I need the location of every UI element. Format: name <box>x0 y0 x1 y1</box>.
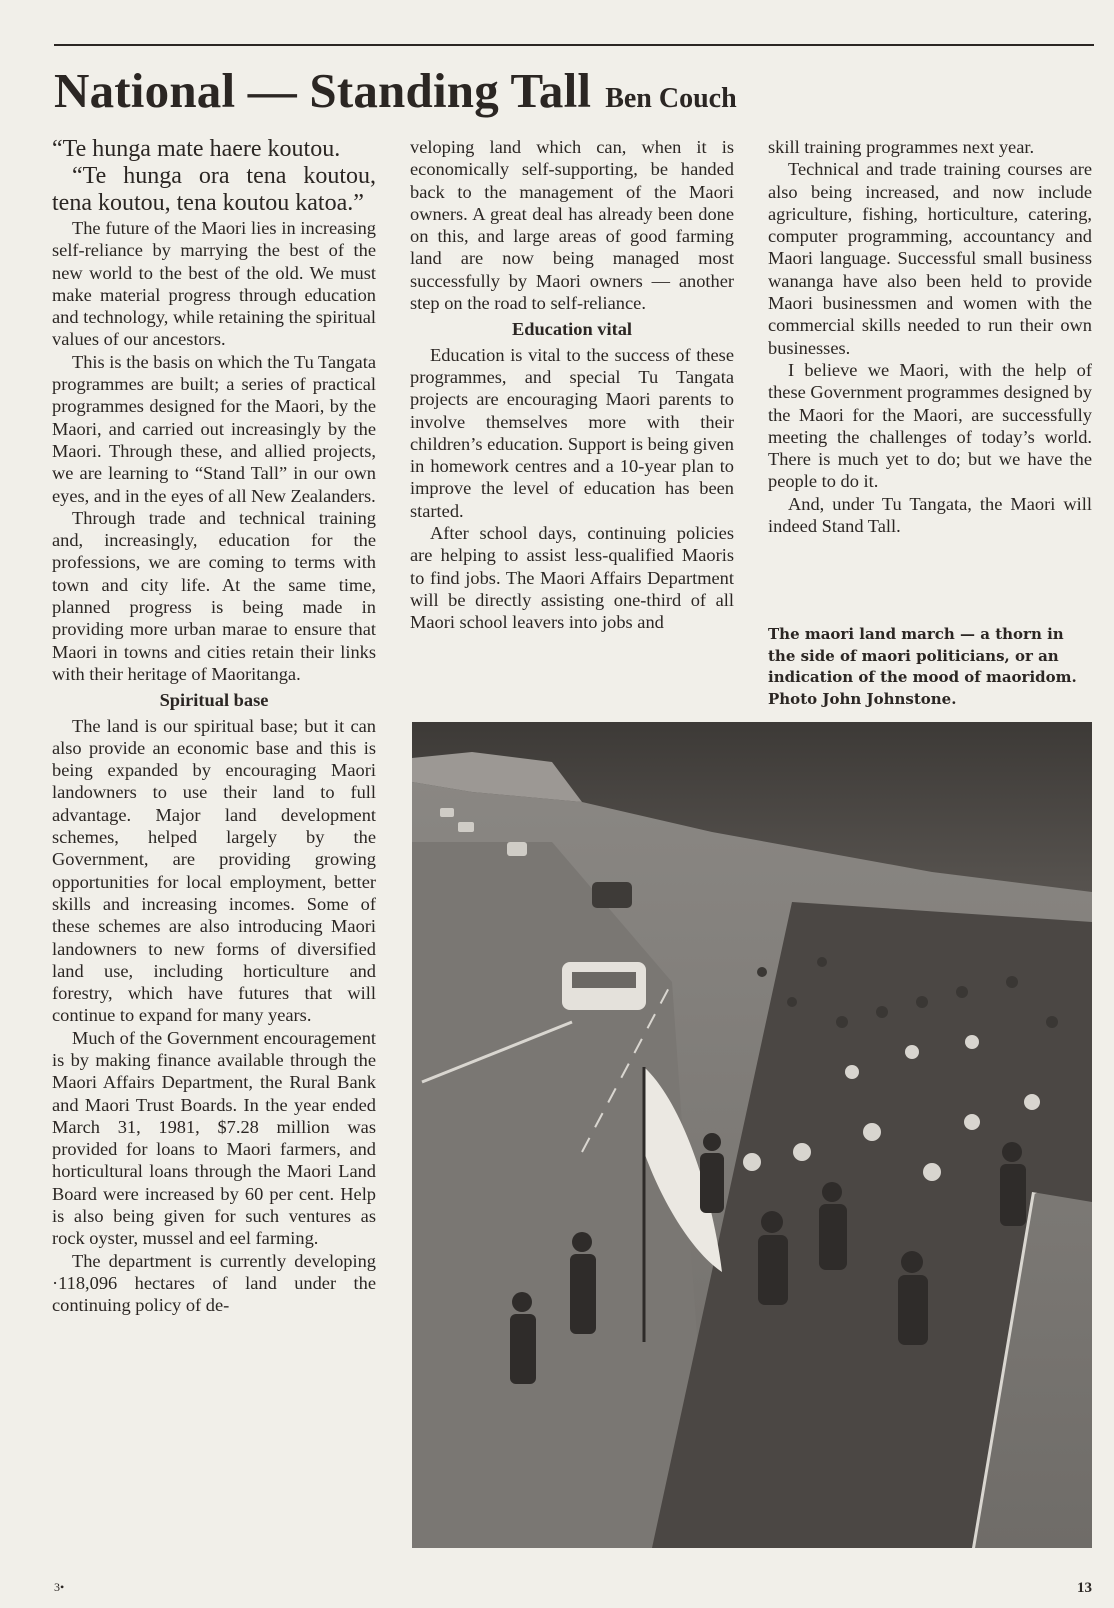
paragraph: After school days, continuing policies are helping to assist less-qualified Maoris to find jobs. The Maori Affairs Department will be directly assisting one-third of all Maori school leavers into jobs and <box>410 523 734 633</box>
photo-caption: The maori land march — a thorn in the side of maori politicians, or an indication of the mood of maoridom. Photo John Johnstone. <box>768 625 1077 709</box>
column-3 <box>768 136 1092 537</box>
subhead-spiritual-base: Spiritual base <box>159 690 269 711</box>
paragraph: skill training programmes next year. <box>768 137 1035 157</box>
paragraph: The land is our spiritual base; but it can also provide an economic base and this is being expanded by encouraging Maori landowners to use their land to full advantage. Major land development schemes, helped largely by the Government, are providing growing opportunities for local employment, better skills and increasing incomes. Some of these schemes are also introducing Maori landowners to new forms of diversified land use, including horticulture and forestry, which have futures that will continue to expand for many years. <box>52 715 376 1026</box>
paragraph: And, under Tu Tangata, the Maori will indeed Stand Tall. <box>768 493 1092 537</box>
paragraph: The future of the Maori lies in increasing self-reliance by marrying the best of the new world to the best of the old. We must make material progress through education and technology, while retaining the spiritual values of our ancestors. <box>52 218 376 350</box>
paragraph: I believe we Maori, with the help of these Government programmes designed by the Maori for the Maori, are successfully meeting the challenges of today’s world. There is much yet to do; but we have the people to do it. <box>768 359 1092 492</box>
column-1 <box>52 136 376 1317</box>
paragraph: This is the basis on which the Tu Tangata programmes are built; a series of practical programmes designed for the Maori, by the Maori, and carried out increasingly by the Maori. Through these, and allied projects, we are learning to “Stand Tall” in our own eyes, and in the eyes of all New Zealanders. <box>52 351 376 506</box>
land-march-photo-illustration <box>412 722 1092 1548</box>
paragraph: veloping land which can, when it is economically self-supporting, be handed back to the management of the Maori owners. A great deal has already been done on this, and large areas of good farming land are now being managed most successfully by Maori owners — another step on the road to self-reliance. <box>410 137 734 314</box>
paragraph: The department is currently developing ·118,096 hectares of land under the continuing policy of de- <box>52 1250 376 1316</box>
top-rule <box>54 44 1094 46</box>
column-2 <box>410 136 734 634</box>
subhead-education-vital: Education vital <box>511 319 633 340</box>
headline <box>54 62 737 119</box>
article-byline: Ben Couch <box>605 83 737 114</box>
page-mark: 3• <box>54 1580 65 1594</box>
land-march-photo <box>412 722 1092 1548</box>
paragraph: Through trade and technical training and, increasingly, education for the professions, we are coming to terms with town and city life. At the same time, planned progress is being made in providing more urban marae to ensure that Maori in towns and cities retain their links with their heritage of Maoritanga. <box>52 507 376 684</box>
paragraph: Much of the Government encouragement is by making finance available through the Maori Affairs Department, the Rural Bank and Maori Trust Boards. In the year ended March 31, 1981, $7.28 million was provided for loans to Maori farmers, and horticultural loans through the Maori Land Board were increased by 60 per cent. Help is also being given for such ventures as rock oyster, mussel and eel farming. <box>52 1027 376 1249</box>
paragraph: Education is vital to the success of these programmes, and special Tu Tangata projects are encouraging Maori parents to involve themselves more with their children’s education. Support is being given in homework centres and a 10-year plan to improve the level of education has been started. <box>410 344 734 521</box>
greeting-line-2: “Te hunga ora tena koutou, tena koutou, tena koutou katoa.” <box>52 163 376 216</box>
greeting-line-1: “Te hunga mate haere koutou. <box>52 136 341 162</box>
article-title: National — Standing Tall <box>54 63 592 118</box>
paragraph: Technical and trade training courses are also being increased, and now include agriculture, fishing, horticulture, catering, computer programming, accountancy and Maori language. Successful small business wananga have also been held to provide Maori businessmen and women with the commercial skills needed to run their own businesses. <box>768 159 1092 358</box>
page-number: 13 <box>1077 1580 1092 1596</box>
